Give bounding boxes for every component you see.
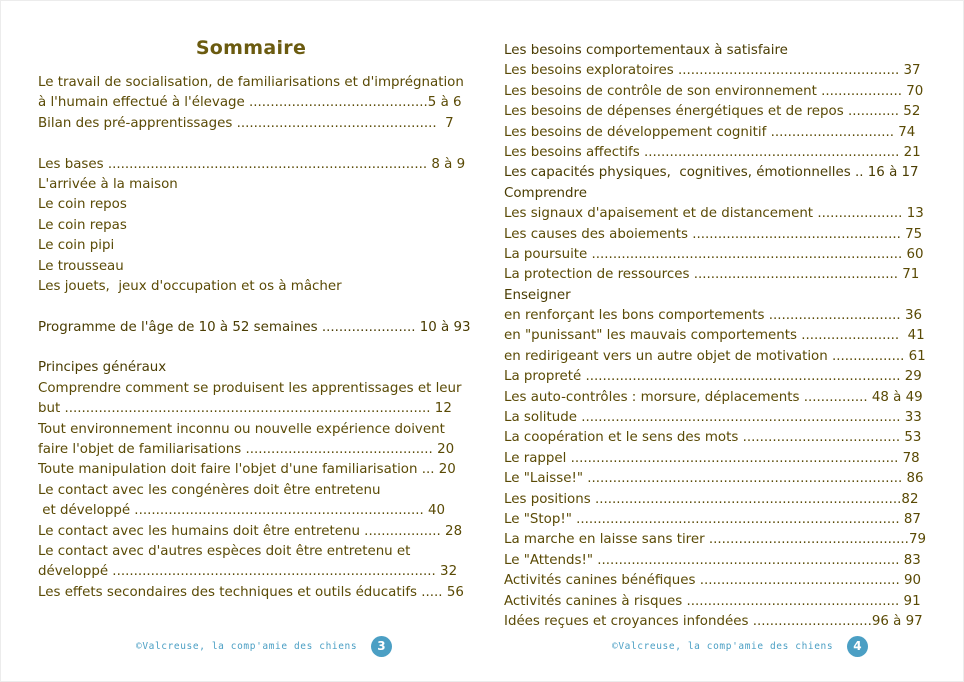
toc-line: faire l'objet de familiarisations ............................................ 20 [38, 442, 455, 458]
toc-line: Les capacités physiques, cognitives, émotionnelles .. 16 à 17 [504, 165, 919, 181]
toc-line: à l'humain effectué à l'élevage ..........................................5 à 6 [38, 95, 462, 111]
left-page [1, 1, 481, 681]
toc-line: Les effets secondaires des techniques et outils éducatifs ..... 56 [38, 584, 464, 600]
toc-line: Le "Attends!" ....................................................................... 83 [504, 552, 921, 568]
toc-section-heading: Comprendre [504, 185, 587, 201]
toc-line: L'arrivée à la maison [38, 176, 178, 192]
toc-line: La protection de ressources ................................................ 71 [504, 267, 920, 283]
page-number-badge: 4 [847, 636, 868, 657]
toc-line: Les besoins exploratoires .................................................... 37 [504, 63, 921, 79]
toc-line: Le rappel ............................................................................. 78 [504, 450, 920, 466]
book-spread [1, 1, 963, 681]
toc-line: but ...................................................................................... 12 [38, 401, 452, 417]
toc-line: Les besoins de dépenses énergétiques et de repos ............ 52 [504, 104, 921, 120]
toc-list-left [38, 73, 471, 603]
toc-gap [38, 134, 463, 154]
toc-line: en renforçant les bons comportements ............................... 36 [504, 308, 922, 324]
toc-line: Le coin repos [38, 197, 127, 213]
toc-line: développé ............................................................................ 32 [38, 564, 458, 580]
toc-line: Tout environnement inconnu ou nouvelle expérience doivent [38, 421, 445, 437]
toc-line: Comprendre comment se produisent les apprentissages et leur [38, 380, 462, 396]
toc-line: Les causes des aboiements ................................................. 75 [504, 226, 923, 242]
footer-credit: ©Valcreuse, la comp'amie des chiens [136, 641, 358, 652]
page-title: Sommaire [195, 37, 307, 59]
toc-line: et développé .................................................................... 40 [38, 503, 446, 519]
toc-line: Le travail de socialisation, de familiarisations et d'imprégnation [38, 75, 464, 90]
toc-section-heading: Enseigner [504, 287, 571, 303]
toc-line: Activités canines bénéfiques ............................................... 90 [504, 573, 922, 589]
page-footer [612, 636, 868, 657]
toc-line: en "punissant" les mauvais comportements ....................... 41 [504, 328, 925, 344]
toc-line: Les auto-contrôles : morsure, déplacements ............... 48 à 49 [504, 389, 923, 405]
toc-line: La marche en laisse sans tirer ...............................................79 [504, 532, 926, 548]
toc-line: Le contact avec les humains doit être entretenu .................. 28 [38, 523, 463, 539]
toc-line: Les besoins de développement cognitif ............................. 74 [504, 124, 916, 140]
toc-line: Les positions ........................................................................82 [504, 491, 919, 507]
toc-section-heading: Les besoins comportementaux à satisfaire [504, 43, 788, 58]
footer-credit: ©Valcreuse, la comp'amie des chiens [612, 641, 834, 652]
toc-line: Le coin repas [38, 217, 127, 233]
toc-line: Les jouets, jeux d'occupation et os à mâcher [38, 278, 342, 294]
toc-line: Programme de l'âge de 10 à 52 semaines ...................... 10 à 93 [38, 319, 471, 335]
toc-line: Idées reçues et croyances infondées ............................96 à 97 [504, 613, 923, 629]
toc-line: Le trousseau [38, 258, 124, 274]
toc-line: Bilan des pré-apprentissages ............................................... 7 [38, 115, 454, 131]
toc-line: Les signaux d'apaisement et de distancement .................... 13 [504, 206, 924, 222]
toc-list-right [504, 41, 944, 632]
page-number-badge: 3 [371, 636, 392, 657]
toc-line: La poursuite ......................................................................... 60 [504, 246, 924, 262]
toc-line: Le "Stop!" ............................................................................ 87 [504, 511, 921, 527]
toc-line: La coopération et le sens des mots ..................................... 53 [504, 430, 922, 446]
page-footer [136, 636, 392, 657]
toc-section-heading: Principes généraux [38, 360, 167, 376]
toc-line: en redirigeant vers un autre objet de motivation ................. 61 [504, 348, 926, 364]
toc-line: Les bases ........................................................................... 8 à 9 [38, 156, 466, 172]
toc-line: Les besoins affectifs ............................................................ 21 [504, 144, 921, 160]
right-page [481, 1, 963, 681]
toc-gap [38, 297, 463, 317]
toc-line: Le contact avec les congénères doit être entretenu [38, 482, 381, 498]
toc-gap [38, 338, 463, 358]
toc-line: Le coin pipi [38, 238, 115, 254]
toc-line: Activités canines à risques .................................................. 91 [504, 593, 921, 609]
toc-line: La solitude ........................................................................... 33 [504, 410, 922, 426]
toc-line: Toute manipulation doit faire l'objet d'une familiarisation ... 20 [38, 462, 456, 478]
toc-line: La propreté .......................................................................... 29 [504, 369, 922, 385]
toc-line: Les besoins de contrôle de son environnement ................... 70 [504, 83, 924, 99]
toc-line: Le "Laisse!" .......................................................................... 86 [504, 471, 924, 487]
toc-line: Le contact avec d'autres espèces doit être entretenu et [38, 543, 411, 559]
